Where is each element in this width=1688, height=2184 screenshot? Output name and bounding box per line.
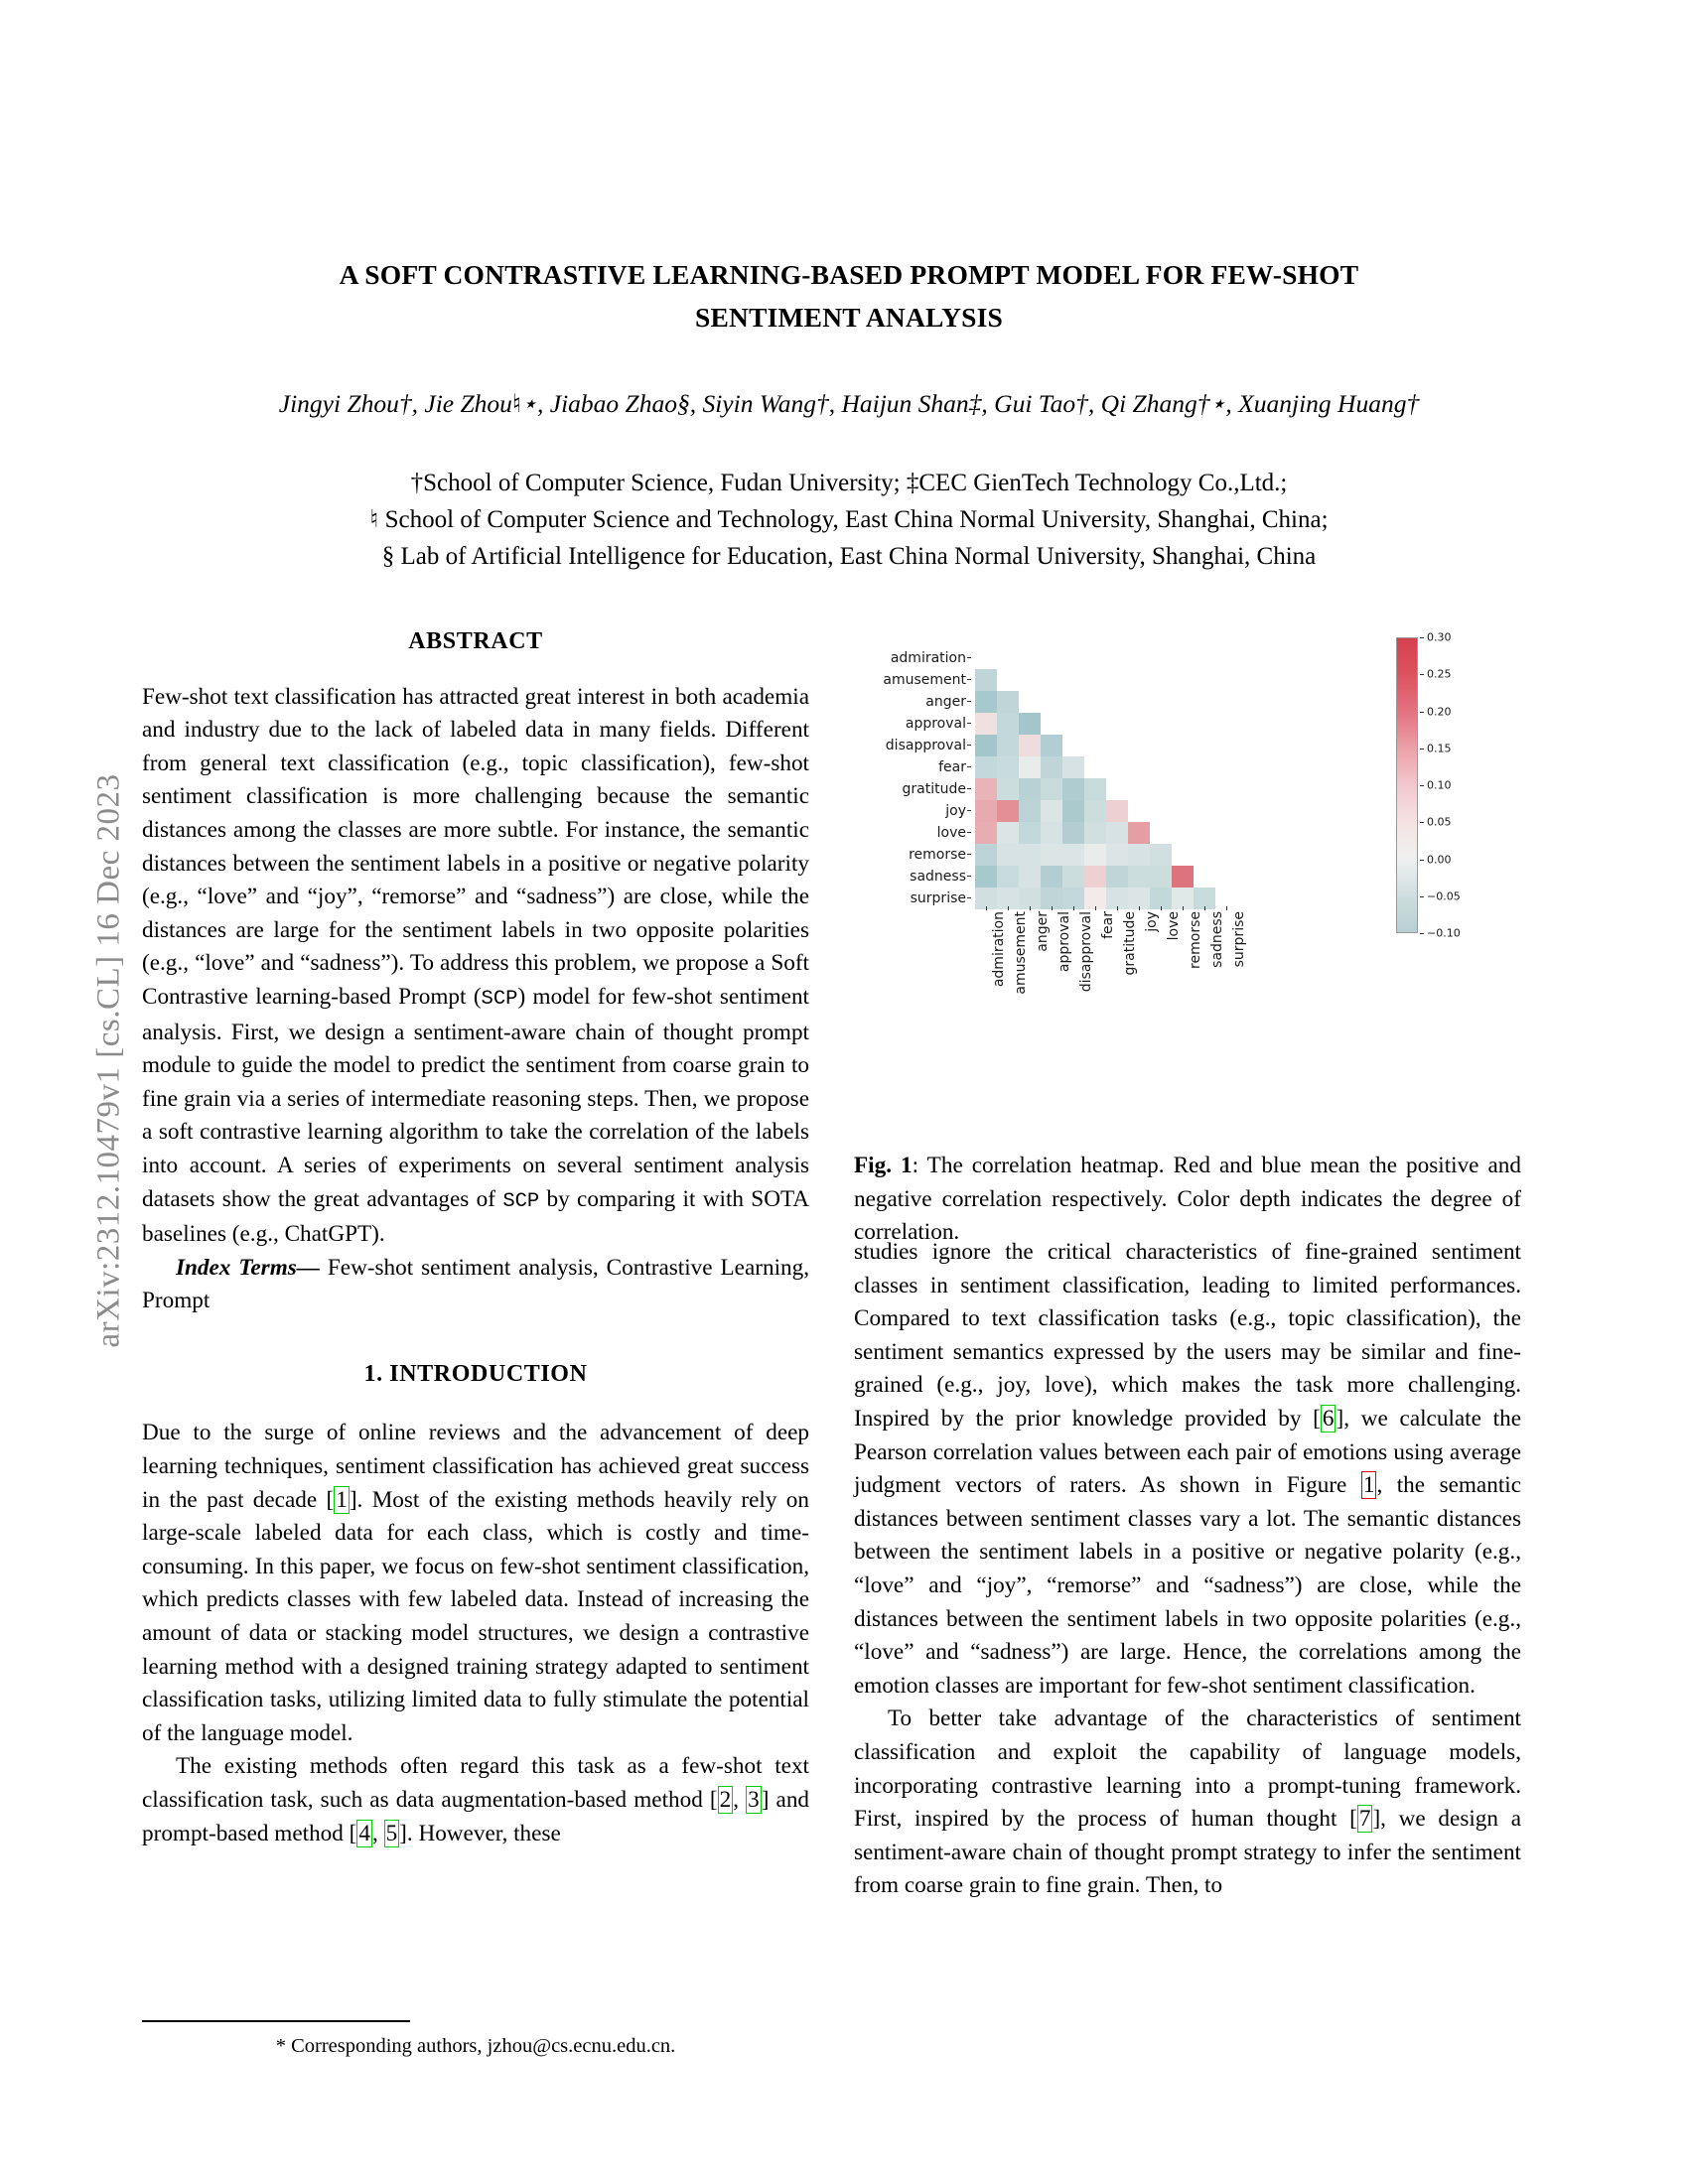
heatmap-cell	[1150, 866, 1172, 887]
heatmap-cell	[1106, 822, 1128, 844]
paper-title-line2: SENTIMENT ANALYSIS	[694, 302, 1004, 333]
index-terms-paragraph	[142, 1252, 809, 1318]
right-text-1b: ], we calculate the Pearson correlation values between each pair of emotions using average judgment vectors of raters. As shown in Figure	[854, 1405, 1521, 1499]
index-terms-value: Few-shot sentiment analysis, Contrastive Learning, Prompt	[142, 1254, 809, 1314]
heatmap-y-label: amusement	[854, 669, 971, 691]
heatmap-x-tick	[1073, 906, 1074, 910]
heatmap-cell	[1019, 735, 1041, 756]
heatmap-y-label: love	[854, 822, 971, 844]
heatmap-cell	[1019, 844, 1041, 866]
heatmap-cell	[1084, 844, 1106, 866]
abstract-text-b: ) model for few-shot sentiment analysis. First, we design a sentiment-aware chain of thought prompt module to guide the model to predict the sentiment from coarse grain to fine grain via a series of intermediate reasoning steps. Then, we propose a soft contrastive learning algorithm to take the correlation of the labels into account. A series of experiments on several sentiment analysis datasets show the great advantages of	[142, 983, 809, 1212]
heatmap-x-label: sadness	[1209, 911, 1225, 968]
heatmap-cell	[997, 713, 1019, 735]
heatmap-cell	[1019, 713, 1041, 735]
heatmap-cell	[1062, 800, 1084, 822]
heatmap-cell	[997, 756, 1019, 778]
heatmap-cell	[975, 778, 997, 800]
heatmap-cell	[1062, 756, 1084, 778]
heatmap-x-tick	[1095, 906, 1096, 910]
heatmap-cell	[1106, 800, 1128, 822]
heatmap-cell	[1019, 800, 1041, 822]
citation-link-3[interactable]: 3	[748, 1787, 760, 1813]
heatmap-cell	[1084, 778, 1106, 800]
heatmap-cell	[1019, 866, 1041, 887]
heatmap-y-label: disapproval	[854, 735, 971, 756]
heatmap-cell	[1150, 844, 1172, 866]
heatmap-x-tick	[1008, 906, 1009, 910]
heatmap-cell	[997, 822, 1019, 844]
heatmap-y-label: approval	[854, 713, 971, 735]
heatmap-cell	[1041, 822, 1062, 844]
colorbar-tick-label: −0.10	[1427, 926, 1461, 940]
heatmap-x-tick	[1052, 906, 1053, 910]
colorbar-tick	[1420, 785, 1424, 786]
author-list: Jingyi Zhou†, Jie Zhou♮⋆, Jiabao Zhao§, Siyin Wang†, Haijun Shan‡, Gui Tao†, Qi Zhang†⋆, Xuanjing Huang†	[278, 389, 1420, 418]
heatmap-cell	[1019, 778, 1041, 800]
citation-link-7[interactable]: 7	[1358, 1806, 1371, 1833]
heatmap-cell	[1062, 866, 1084, 887]
footnote: * Corresponding authors, jzhou@cs.ecnu.edu.cn.	[275, 2035, 676, 2057]
right-text-1a: studies ignore the critical characteristics of fine-grained sentiment classes in sentiment classification, leading to limited performances. Compared to text classification tasks (e.g., topic classification), the sentiment semantics expressed by the users may be similar and fine-grained (e.g., joy, love), which makes the task more challenging. Inspired by the prior knowledge provided by [	[854, 1239, 1521, 1432]
heatmap-x-tick	[1226, 906, 1227, 910]
figure-reference-1[interactable]: 1	[1362, 1472, 1375, 1499]
colorbar-tick	[1420, 822, 1424, 823]
heatmap-cell	[997, 691, 1019, 713]
right-column	[854, 1236, 1521, 1903]
heatmap-x-label: fear	[1100, 911, 1116, 939]
intro-text-1a: Due to the surge of online reviews and the advancement of deep learning techniques, sentiment classification has achieved great success in the past decade [	[142, 1420, 809, 1513]
heatmap-cell	[975, 822, 997, 844]
abstract-heading: ABSTRACT	[408, 628, 543, 654]
heatmap-x-tick	[1183, 906, 1184, 910]
heatmap-cell	[1041, 800, 1062, 822]
heatmap-cell	[1128, 822, 1150, 844]
heatmap-x-label: admiration	[991, 911, 1007, 988]
citation-link-6[interactable]: 6	[1322, 1405, 1335, 1432]
affiliation-line-2: ♮ School of Computer Science and Technology, East China Normal University, Shanghai, China;	[369, 506, 1329, 533]
heatmap-figure	[854, 625, 1521, 1142]
heatmap-colorbar-ticks	[1420, 630, 1499, 940]
heatmap-x-label: remorse	[1188, 911, 1203, 969]
colorbar-tick-label: 0.10	[1427, 778, 1452, 792]
intro-text-1b: ]. Most of the existing methods heavily rely on large-scale labeled data for each class, which is costly and time-consuming. In this paper, we focus on few-shot sentiment classification, which predicts classes with few labeled data. Instead of increasing the amount of data or stacking model structures, we design a contrastive learning method with a designed training strategy adapted to sentiment classification tasks, utilizing limited data to fully stimulate the potential of the language model.	[142, 1486, 809, 1746]
colorbar-tick-label: 0.00	[1427, 853, 1452, 866]
affiliation-line-3: § Lab of Artificial Intelligence for Education, East China Normal University, Shanghai, China	[381, 543, 1317, 570]
heatmap-cell	[1019, 822, 1041, 844]
heatmap-x-label: love	[1166, 911, 1182, 941]
intro-text-2a: The existing methods often regard this task as a few-shot text classification task, such as data augmentation-based method [	[142, 1753, 809, 1813]
intro-text-2c: ]. However, these	[399, 1820, 561, 1846]
left-column	[142, 625, 809, 1850]
affiliation-line-1: †School of Computer Science, Fudan University; ‡CEC GienTech Technology Co.,Ltd.;	[410, 470, 1288, 496]
heatmap-cell	[1084, 822, 1106, 844]
figure-caption-text: : The correlation heatmap. Red and blue mean the positive and negative correlation respectively. Color depth indicates the degree of correlation.	[854, 1153, 1521, 1246]
colorbar-tick-label: 0.15	[1427, 742, 1452, 755]
heatmap-cell	[1128, 844, 1150, 866]
abstract-paragraph	[142, 681, 809, 1252]
heatmap-cell	[975, 735, 997, 756]
colorbar-tick	[1420, 896, 1424, 897]
right-paragraph-1	[854, 1236, 1521, 1703]
arxiv-stamp: arXiv:2312.10479v1 [cs.CL] 16 Dec 2023	[90, 773, 127, 1348]
heatmap-cell	[1041, 844, 1062, 866]
heatmap-cell	[1062, 844, 1084, 866]
heatmap-cell	[997, 778, 1019, 800]
heatmap-cell-grid	[975, 647, 1237, 909]
colorbar-tick-label: 0.30	[1427, 630, 1452, 644]
heatmap-x-label: anger	[1035, 911, 1051, 952]
colorbar-tick-label: 0.05	[1427, 815, 1452, 829]
index-terms-label: Index Terms—	[176, 1254, 320, 1281]
figure-caption-label: Fig. 1	[854, 1153, 913, 1178]
heatmap-x-tick	[1161, 906, 1162, 910]
heatmap-cell	[1106, 844, 1128, 866]
heatmap-cell	[975, 669, 997, 691]
heatmap-y-label: fear	[854, 756, 971, 778]
colorbar-tick	[1420, 933, 1424, 934]
heatmap-x-label: disapproval	[1078, 911, 1094, 993]
right-text-2a: To better take advantage of the characteristics of sentiment classification and exploit the capability of language models, incorporating contrastive learning into a prompt-tuning framework. First, inspired by the process of human thought [	[854, 1706, 1521, 1833]
colorbar-tick	[1420, 749, 1424, 750]
heatmap-cell	[1128, 866, 1150, 887]
heatmap-y-label: anger	[854, 691, 971, 713]
heatmap-cell	[1041, 756, 1062, 778]
right-text-1c: , the semantic distances between sentiment classes vary a lot. The semantic distances between the sentiment labels in a positive or negative polarity (e.g., “love” and “joy”, “remorse” and “sadness”) are close, while the distances between the sentiment labels in two opposite polarities (e.g., “love” and “sadness”) are large. Hence, the correlations among the emotion classes are important for few-shot sentiment classification.	[854, 1472, 1521, 1699]
colorbar-tick	[1420, 860, 1424, 861]
heatmap-y-label: remorse	[854, 844, 971, 866]
citation-link-2[interactable]: 2	[719, 1787, 732, 1813]
footnote-rule	[142, 2020, 410, 2022]
intro-paragraph-1	[142, 1417, 809, 1750]
heatmap-plot	[854, 625, 1410, 1142]
heatmap-x-tick	[1117, 906, 1118, 910]
heatmap-x-tick	[986, 906, 987, 910]
scp-token-1: SCP	[481, 987, 518, 1011]
heatmap-y-axis-labels	[854, 647, 971, 909]
figure-1	[854, 625, 1521, 1250]
heatmap-x-tick	[1204, 906, 1205, 910]
colorbar-tick-label: −0.05	[1427, 889, 1461, 903]
heatmap-y-label: gratitude	[854, 778, 971, 800]
figure-caption	[854, 1150, 1521, 1250]
heatmap-cell	[975, 756, 997, 778]
heatmap-x-label: joy	[1144, 911, 1160, 932]
colorbar-tick-label: 0.20	[1427, 705, 1452, 718]
heatmap-x-tick	[1030, 906, 1031, 910]
right-paragraph-2	[854, 1703, 1521, 1903]
heatmap-cell	[1084, 800, 1106, 822]
heatmap-cell	[1084, 866, 1106, 887]
abstract-text-c: by comparing it with SOTA baselines (e.g., ChatGPT).	[142, 1185, 809, 1248]
heatmap-cell	[997, 844, 1019, 866]
paper-title-line1: A SOFT CONTRASTIVE LEARNING-BASED PROMPT MODEL FOR FEW-SHOT	[339, 259, 1359, 290]
heatmap-y-label: joy	[854, 800, 971, 822]
intro-paragraph-2: The existing methods often regard this task as a few-shot text classification task, such as data augmentation-based method [2, 3] and prompt-based method [4, 5]. However, these	[142, 1753, 810, 1846]
heatmap-x-label: gratitude	[1122, 911, 1138, 976]
heatmap-x-label: surprise	[1231, 911, 1247, 968]
heatmap-cell	[1041, 866, 1062, 887]
heatmap-cell	[1019, 756, 1041, 778]
heatmap-cell	[1062, 822, 1084, 844]
heatmap-x-axis-labels	[975, 911, 1247, 1060]
title-block	[189, 253, 1509, 575]
heatmap-x-label: approval	[1056, 911, 1072, 973]
heatmap-cell	[975, 800, 997, 822]
heatmap-y-label: surprise	[854, 887, 971, 909]
heatmap-cell	[1106, 866, 1128, 887]
heatmap-cell	[975, 844, 997, 866]
scp-token-2: SCP	[502, 1189, 540, 1213]
heatmap-cell	[975, 713, 997, 735]
heatmap-cell	[1041, 778, 1062, 800]
heatmap-cell	[975, 866, 997, 887]
heatmap-cell	[997, 866, 1019, 887]
page-title	[189, 253, 1509, 339]
right-text-2b: ], we design a sentiment-aware chain of thought prompt strategy to infer the sentiment from coarse grain to fine grain. Then, to	[854, 1806, 1521, 1899]
colorbar-tick	[1420, 712, 1424, 713]
heatmap-cell	[997, 735, 1019, 756]
colorbar-tick	[1420, 637, 1424, 638]
citation-link-5[interactable]: 5	[385, 1820, 398, 1846]
abstract-text-a: Few-shot text classification has attracted great interest in both academia and industry due to the lack of labeled data in many fields. Different from general text classification (e.g., topic classification), few-shot sentiment classification is more challenging because the semantic distances among the classes are more subtle. For instance, the semantic distances between the sentiment labels in a positive or negative polarity (e.g., “love” and “joy”, “remorse” and “sadness”) are close, while the distances are large for the sentiment labels in two opposite polarities (e.g., “love” and “sadness”). To address this problem, we propose a Soft Contrastive learning-based Prompt (	[142, 683, 809, 1010]
heatmap-y-label: sadness	[854, 866, 971, 887]
heatmap-y-label: admiration	[854, 647, 971, 669]
affiliation-list	[189, 465, 1509, 575]
intro-text-2b: ] and prompt-based method [	[142, 1787, 810, 1846]
citation-link-1[interactable]: 1	[336, 1486, 348, 1513]
heatmap-colorbar	[1396, 637, 1418, 933]
heatmap-cell	[1062, 778, 1084, 800]
citation-link-4[interactable]: 4	[358, 1820, 370, 1846]
heatmap-cell	[997, 800, 1019, 822]
colorbar-tick	[1420, 674, 1424, 675]
heatmap-x-tick	[1139, 906, 1140, 910]
introduction-heading: 1. INTRODUCTION	[363, 1360, 588, 1387]
heatmap-cell	[975, 691, 997, 713]
heatmap-x-label: amusement	[1013, 911, 1029, 995]
heatmap-cell	[1041, 735, 1062, 756]
heatmap-cell	[1172, 866, 1194, 887]
colorbar-tick-label: 0.25	[1427, 667, 1452, 681]
